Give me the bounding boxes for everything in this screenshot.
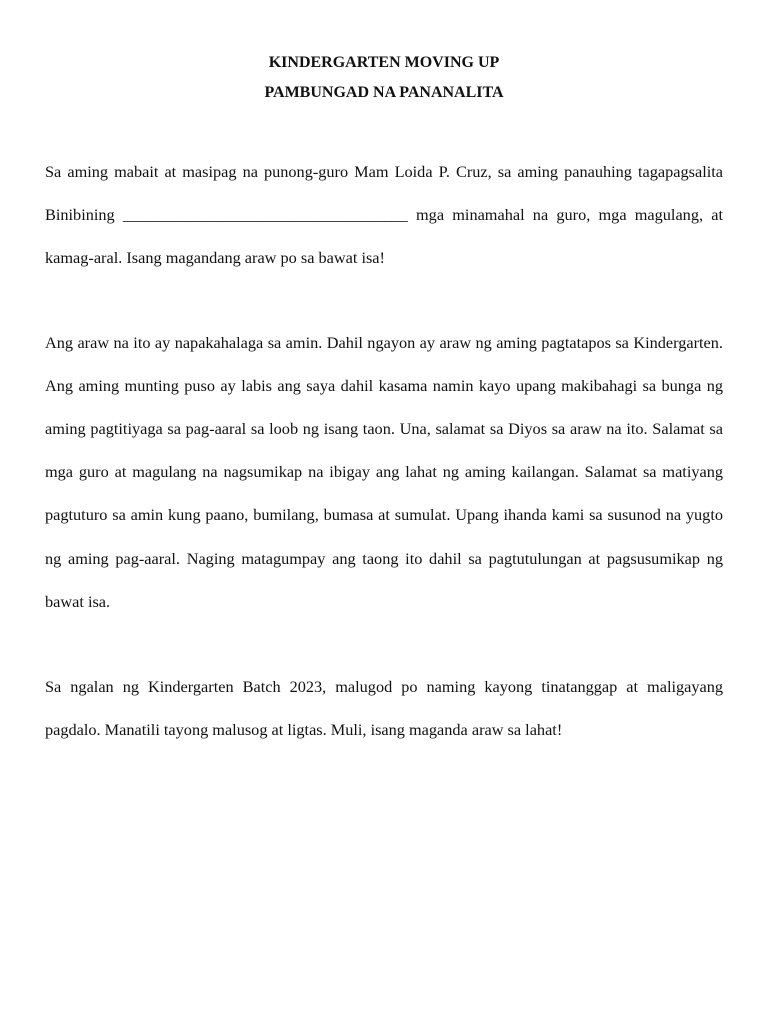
paragraph-greeting: Sa aming mabait at masipag na punong-guro Mam Loida P. Cruz, sa aming panauhing tagapagsalita Binibining ___________________________________ mga minamahal na guro, mga magulang, at kamag-aral. Isang magandang araw po sa bawat isa!: [45, 162, 723, 268]
document-header: [45, 0, 723, 108]
paragraph-body: Ang araw na ito ay napakahalaga sa amin. Dahil ngayon ay araw ng aming pagtatapos sa Kindergarten. Ang aming munting puso ay labis ang saya dahil kasama namin kayo upang makibahagi sa bunga ng aming pagtitiyaga sa pag-aaral sa loob ng isang taon. Una, salamat sa Diyos sa araw na ito. Salamat sa mga guro at magulang na nagsumikap na ibigay ang lahat ng aming kailangan. Salamat sa matiyang pagtuturo sa amin kung paano, bumilang, bumasa at sumulat. Upang ihanda kami sa susunod na yugto ng aming pag-aaral. Naging matagumpay ang taong ito dahil sa pagtutulungan at pagsusumikap ng bawat isa.: [45, 332, 723, 611]
paragraph-closing: Sa ngalan ng Kindergarten Batch 2023, malugod po naming kayong tinatanggap at maligayang pagdalo. Manatili tayong malusog at ligtas. Muli, isang maganda araw sa lahat!: [45, 677, 723, 740]
document-title: KINDERGARTEN MOVING UP: [268, 54, 500, 71]
document-subtitle: PAMBUNGAD NA PANANALITA: [264, 84, 504, 101]
